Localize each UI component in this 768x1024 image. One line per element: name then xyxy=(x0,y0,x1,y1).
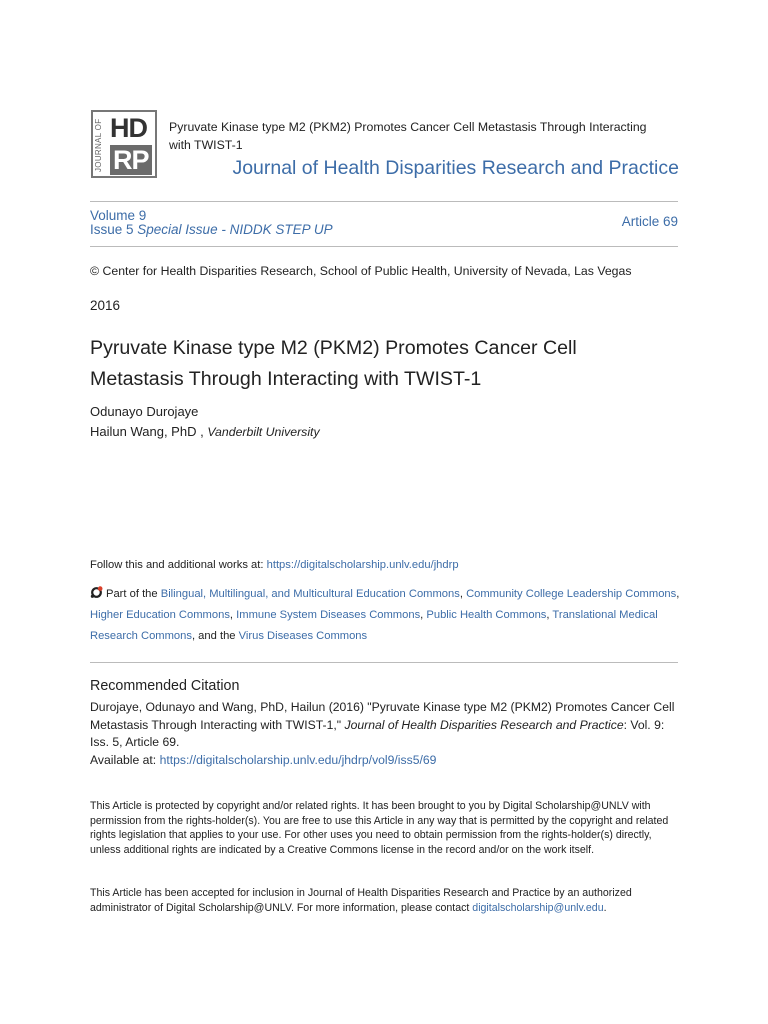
copyright-statement: This Article is protected by copyright and/or related rights. It has been brought to you by Digital Scholarship@UNLV with permission from the rights-holder(s). You are free to use this Article in any way that is permitted by the copyright and related rights legislation that applies to your use. For other uses you need to obtain permission from the rights-holder(s) directly, unless additional rights are indicated by a Creative Commons license in the record and/or on the work itself. xyxy=(90,800,669,856)
separator: , and the xyxy=(191,630,239,642)
inclusion-text: This Article has been accepted for inclusion in Journal of Health Disparities Research and Practice by an authorized administrator of Digital Scholarship@UNLV. For more information, please contact xyxy=(90,887,632,914)
contact-email-link[interactable]: digitalscholarship@unlv.edu xyxy=(472,901,604,914)
article-title: Pyruvate Kinase type M2 (PKM2) Promotes Cancer Cell Metastasis Through Interacting with TWIST-1 xyxy=(90,337,577,390)
issue-special-title: Special Issue - NIDDK STEP UP xyxy=(137,222,333,237)
issue-number: Issue 5 xyxy=(90,222,138,237)
separator: , xyxy=(196,424,208,439)
separator: , xyxy=(420,609,427,621)
journal-logo xyxy=(91,110,157,178)
commons-link[interactable]: Virus Diseases Commons xyxy=(238,630,368,642)
article-number-link[interactable]: Article 69 xyxy=(621,214,678,229)
commons-link[interactable]: Higher Education Commons xyxy=(90,609,230,621)
commons-link[interactable]: Public Health Commons xyxy=(426,609,547,621)
author-2 xyxy=(90,424,320,439)
volume-link[interactable]: Volume 9 xyxy=(90,208,147,223)
commons-link[interactable]: Immune System Diseases Commons xyxy=(236,609,421,621)
available-label: Available at: xyxy=(90,752,160,767)
divider xyxy=(90,201,678,202)
inclusion-end: . xyxy=(603,901,607,914)
issue-link[interactable] xyxy=(90,222,333,237)
author-2-affiliation: Vanderbilt University xyxy=(207,425,320,439)
separator: , xyxy=(459,588,467,600)
author-2-name: Hailun Wang, PhD xyxy=(90,424,197,439)
citation-text xyxy=(90,699,678,769)
separator: , xyxy=(676,588,680,600)
publication-year: 2016 xyxy=(90,298,121,313)
inclusion-statement xyxy=(90,886,678,915)
part-of-commons xyxy=(90,584,680,647)
article-url-link[interactable]: https://digitalscholarship.unlv.edu/jhdrp/vol9/iss5/69 xyxy=(159,752,437,767)
network-icon xyxy=(90,586,103,599)
divider xyxy=(90,246,678,247)
header-short-title: Pyruvate Kinase type M2 (PKM2) Promotes Cancer Cell Metastasis Through Interacting with TWIST-1 xyxy=(169,120,647,152)
citation-details: : Vol. 9: Iss. 5, Article 69. xyxy=(90,717,665,749)
author-1: Odunayo Durojaye xyxy=(90,404,199,419)
copyright-notice: © Center for Health Disparities Research, School of Public Health, University of Nevada, Las Vegas xyxy=(90,264,632,278)
logo-hd: HD xyxy=(110,113,147,143)
commons-link[interactable]: Bilingual, Multilingual, and Multicultural Education Commons xyxy=(160,588,460,600)
part-of-prefix: Part of the xyxy=(106,588,161,600)
journal-name-link[interactable]: Journal of Health Disparities Research and Practice xyxy=(232,157,679,179)
logo-rp: RP xyxy=(110,145,152,175)
citation-body: Durojaye, Odunayo and Wang, PhD, Hailun (2016) "Pyruvate Kinase type M2 (PKM2) Promotes Cancer Cell Metastasis Through Interacting with TWIST-1," xyxy=(90,700,675,732)
divider xyxy=(90,662,678,663)
commons-link[interactable]: Translational Medical Research Commons xyxy=(90,609,658,642)
repository-link[interactable]: https://digitalscholarship.unlv.edu/jhdrp xyxy=(266,559,459,571)
citation-journal: Journal of Health Disparities Research and Practice xyxy=(344,717,624,732)
follow-label: Follow this and additional works at: xyxy=(90,559,267,571)
commons-link[interactable]: Community College Leadership Commons xyxy=(466,588,677,600)
recommended-citation-heading: Recommended Citation xyxy=(90,678,240,694)
logo-vertical-text: JOURNAL OF xyxy=(94,118,103,172)
separator: , xyxy=(229,609,237,621)
follow-line xyxy=(90,559,459,571)
separator: , xyxy=(546,609,553,621)
